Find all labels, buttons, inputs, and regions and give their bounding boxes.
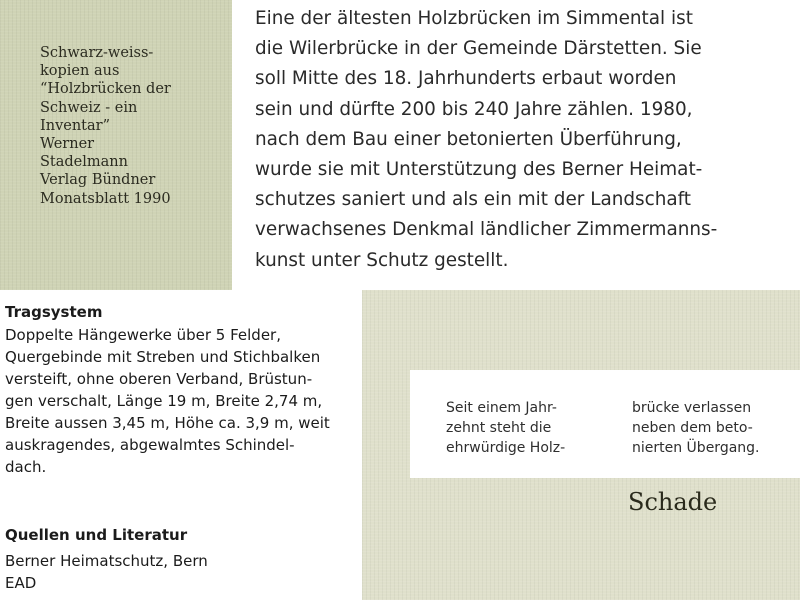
caption-right-column: brücke verlassen neben dem beto- nierten Übergang. [632,400,760,456]
schade-label: Schade [628,488,718,516]
caption-left-column: Seit einem Jahr- zehnt steht die ehrwürdige Holz- [446,400,566,456]
tragsystem-body: Doppelte Hängewerke über 5 Felder, Quergebinde mit Streben und Stichbalken versteift, ohne oberen Verband, Brüstun- gen verschalt, Länge 19 m, Breite 2,74 m, Breite aussen 3,45 m, Höhe ca. 3,9 m, weit auskragendes, abgewalmtes Schindel- dach. [5,326,330,476]
quellen-body: Berner Heimatschutz, Bern EAD [5,552,208,592]
tragsystem-heading: Tragsystem [5,303,103,321]
credit-text: Schwarz-weiss- kopien aus “Holzbrücken der Schweiz - ein Inventar” Werner Stadelmann Verlag Bündner Monatsblatt 1990 [40,45,171,207]
intro-paragraph: Eine der ältesten Holzbrücken im Simmental ist die Wilerbrücke in der Gemeinde Därstetten. Sie soll Mitte des 18. Jahrhunderts erbaut worden sein und dürfte 200 bis 240 Jahre zählen. 1980, nach dem Bau einer betonierten Überführung, wurde sie mit Unterstützung des Berner Heimat- schutzes saniert und als ein mit der Landschaft verwachsenes Denkmal ländlicher Zimmermanns- kunst unter Schutz gestellt. [255,8,718,271]
quellen-heading: Quellen und Literatur [5,526,188,544]
